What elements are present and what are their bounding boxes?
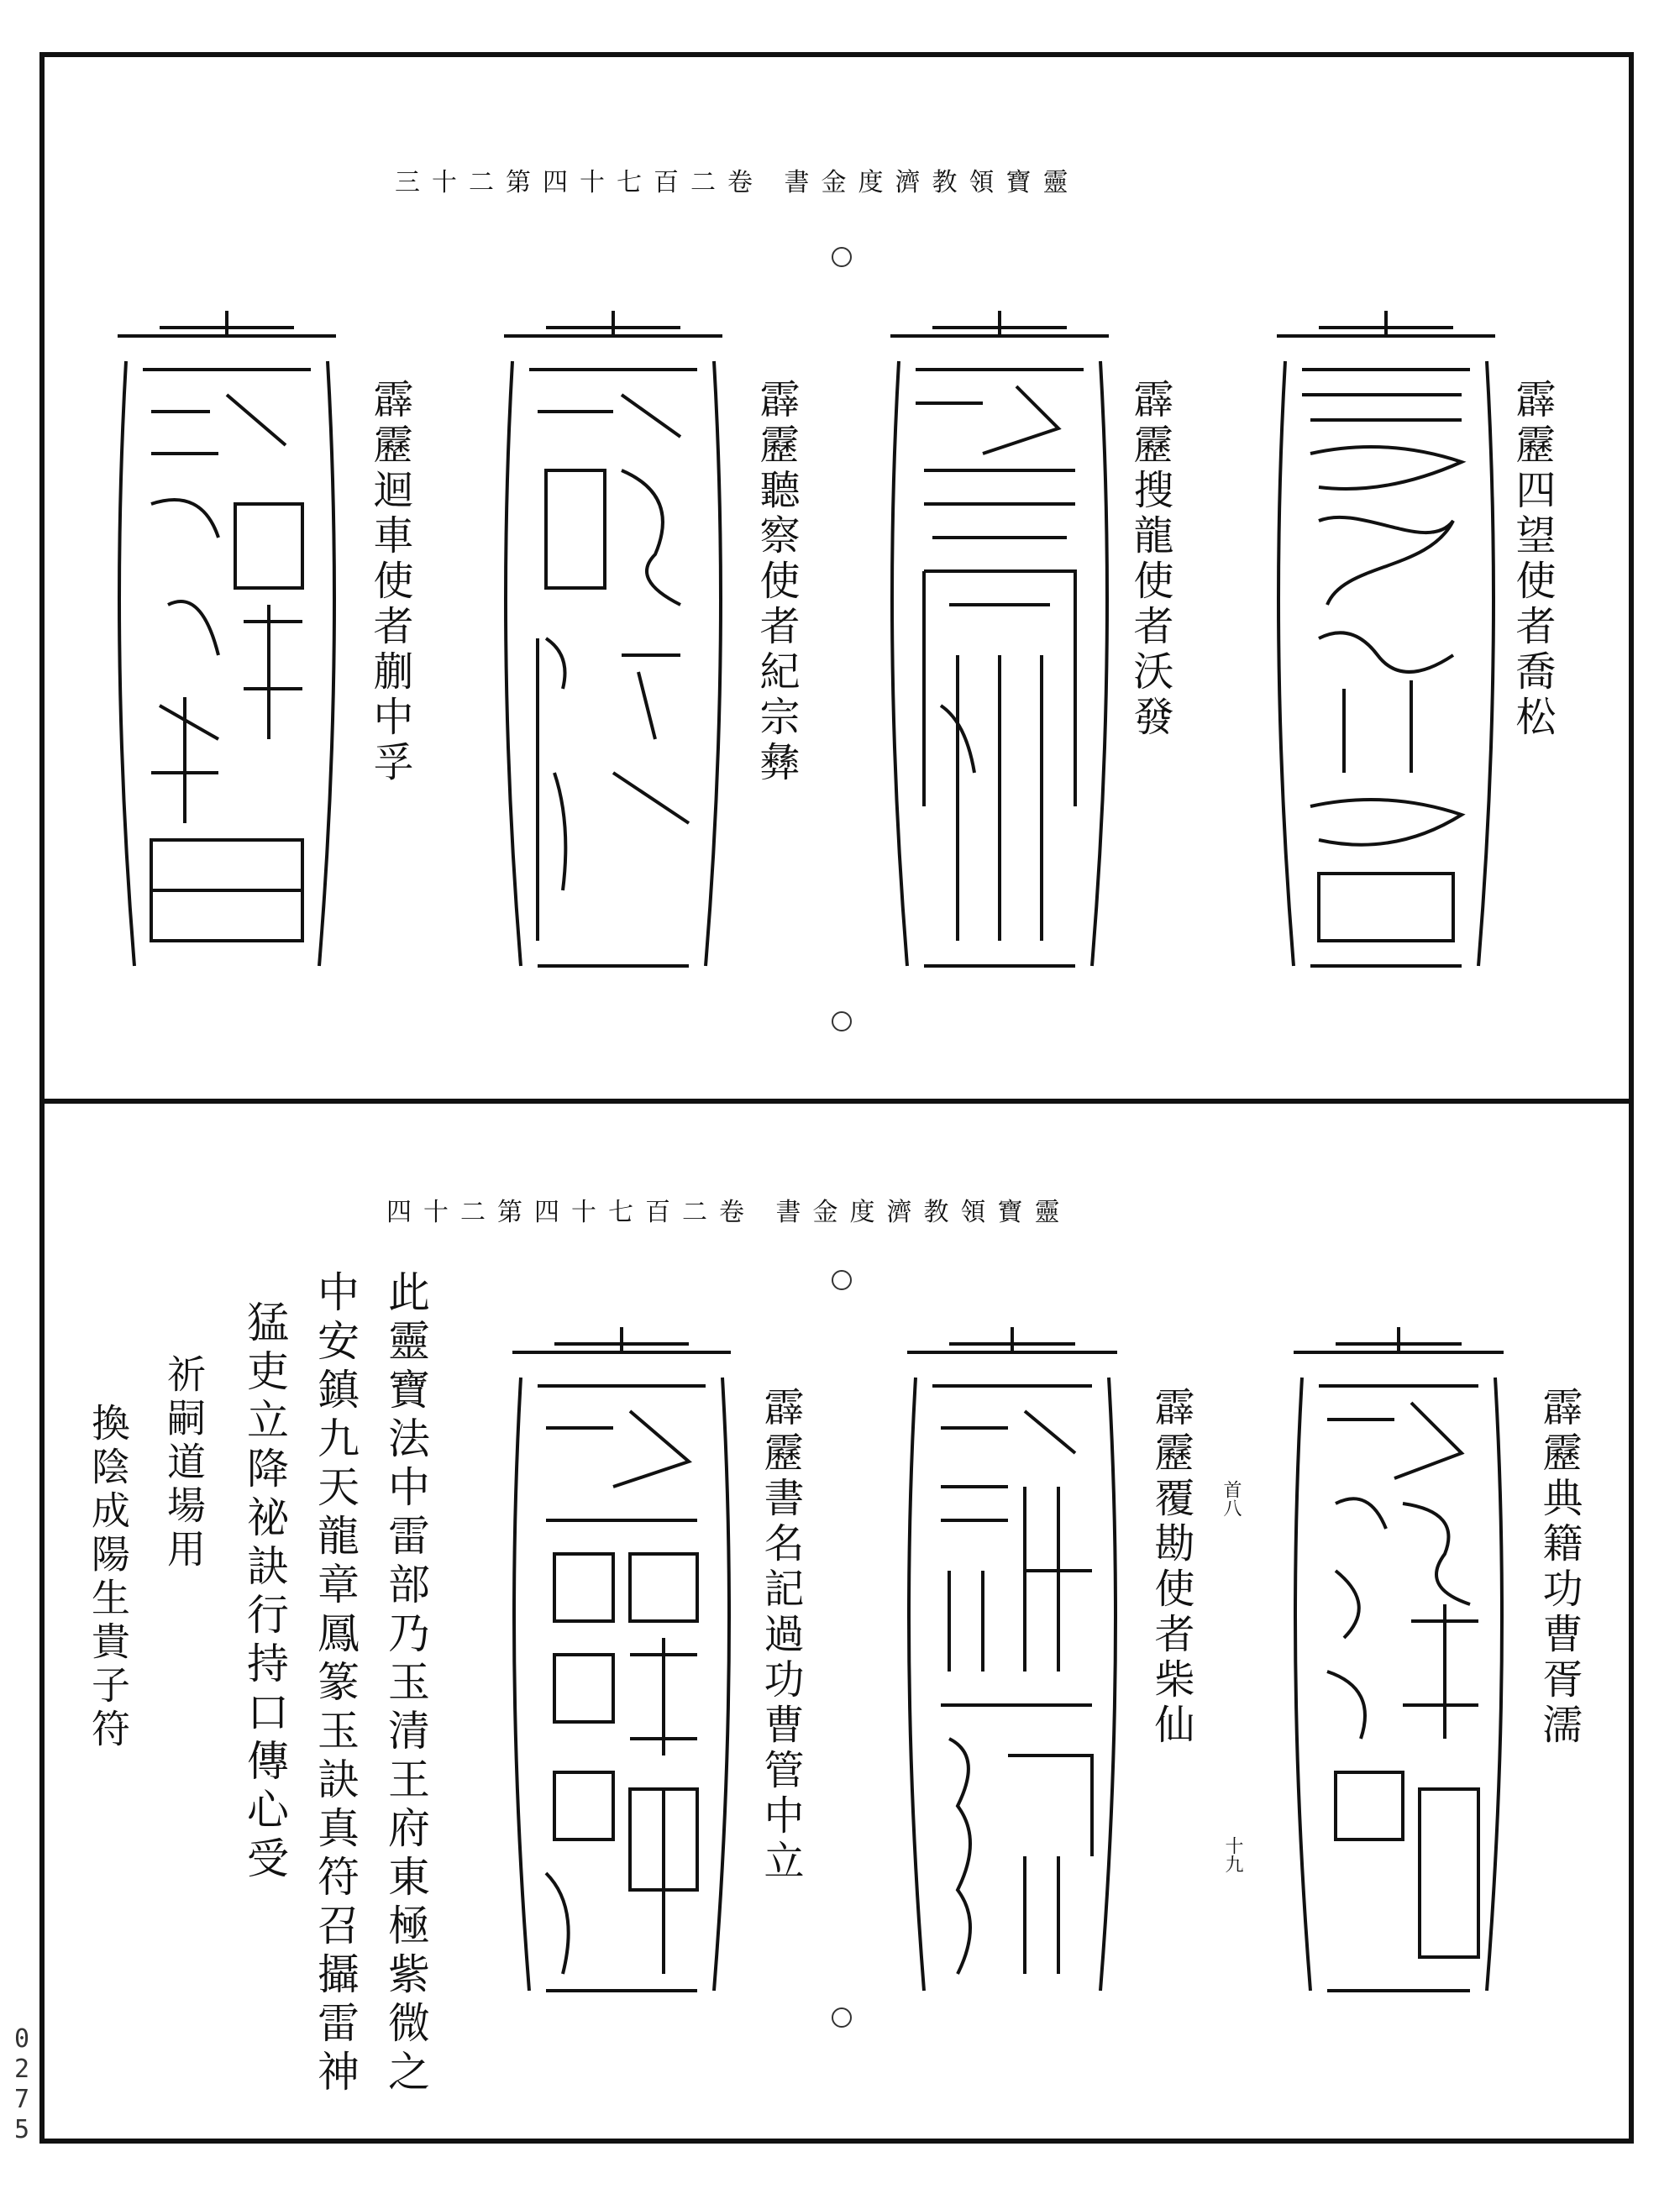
talisman-label: 霹靂典籍功曹胥濡 <box>1536 1386 1583 1749</box>
talisman-seal-3 <box>487 302 739 991</box>
page-number-text: 0275 <box>13 2024 30 2144</box>
binding-hole <box>832 247 852 267</box>
talisman-seal-2 <box>874 302 1126 991</box>
talisman-label: 霹靂覆勘使者柴仙 <box>1147 1386 1194 1749</box>
body-text-line: 此靈寶法中雷部乃玉清王府東極紫微之 <box>381 1270 430 2098</box>
talisman-label: 霹靂搜龍使者沃發 <box>1126 378 1173 741</box>
talisman-seal-1 <box>1260 302 1512 991</box>
talisman-seal-7 <box>496 1319 748 2016</box>
body-text-line: 換陰成陽生貴子符 <box>86 1403 131 1752</box>
binding-hole <box>832 1270 852 1290</box>
body-text-line: 祈嗣道場用 <box>161 1354 207 1572</box>
talisman-seal-5 <box>1277 1319 1520 2016</box>
upper-page-header: 靈寶領教濟度金書 卷二百七十四第二十三 <box>395 168 1080 197</box>
talisman-label: 霹靂聽察使者紀宗彝 <box>753 378 800 786</box>
talisman-label: 霹靂書名記過功曹管中立 <box>757 1386 804 1885</box>
talisman-label: 霹靂迴車使者蒯中孚 <box>366 378 413 786</box>
body-text-line: 中安鎮九天龍章鳳篆玉訣真符召攝雷神 <box>311 1270 360 2098</box>
talisman-seal-6 <box>890 1319 1134 2016</box>
body-text-line: 猛吏立降祕訣行持口傳心受 <box>240 1300 289 1885</box>
binding-hole <box>832 2007 852 2028</box>
talisman-seal-4 <box>101 302 353 991</box>
margin-note: 首八 <box>1221 1480 1242 1517</box>
margin-note: 十九 <box>1222 1836 1243 1873</box>
page-number <box>5 2024 39 2145</box>
lower-page-header: 靈寶領教濟度金書 卷二百七十四第二十四 <box>386 1198 1072 1227</box>
talisman-label: 霹靂四望使者喬松 <box>1509 378 1556 741</box>
binding-hole <box>832 1011 852 1031</box>
page-divider <box>39 1099 1634 1104</box>
